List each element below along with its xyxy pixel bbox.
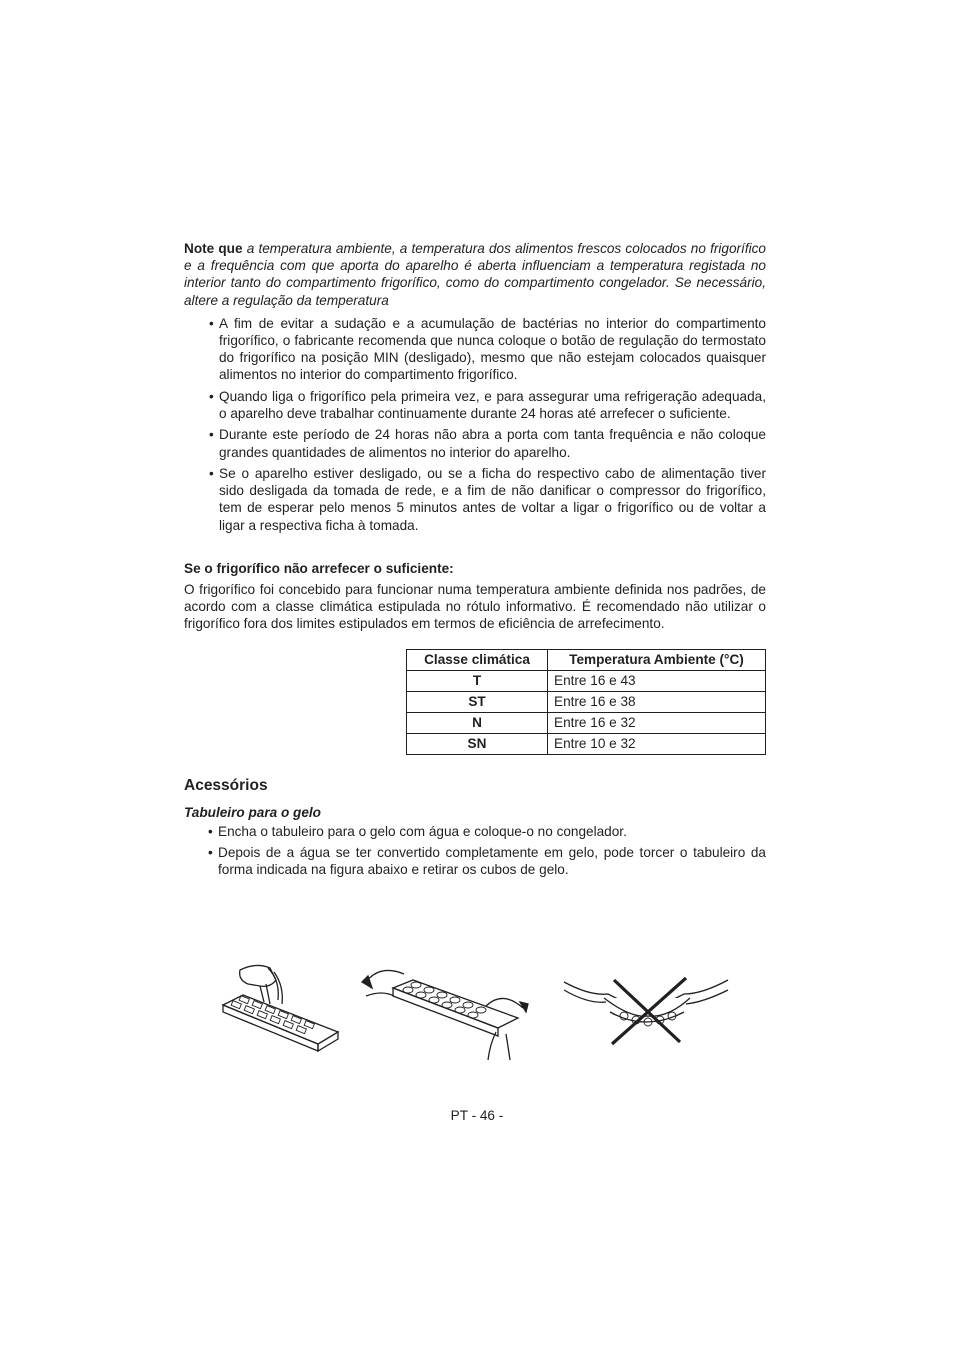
ice-tray-fill-illustration-icon bbox=[218, 960, 343, 1060]
temperature-range-cell: Entre 16 e 43 bbox=[548, 670, 766, 691]
climate-class-cell: ST bbox=[407, 691, 548, 712]
bullet-dot-icon: • bbox=[208, 845, 213, 861]
ice-tray-instructions bbox=[184, 823, 766, 879]
list-item: • Durante este período de 24 horas não abra a porta com tanta frequência e não coloque grandes quantidades de alimentos no interior do aparelho. bbox=[209, 427, 766, 460]
note-text: a temperatura ambiente, a temperatura dos alimentos frescos colocados no frigorífico e a frequência com que aporta do aparelho é aberta influenciam a temperatura registada no interior tanto do compartimento frigorífico, como do compartimento congelador. Se necessário, altere a regulação da temperatura bbox=[184, 241, 766, 308]
bullet-dot-icon: • bbox=[209, 388, 214, 404]
ice-tray-subheading: Tabuleiro para o gelo bbox=[184, 804, 321, 820]
list-item: • Encha o tabuleiro para o gelo com água e coloque-o no congelador. bbox=[208, 824, 627, 840]
page-number: PT - 46 - bbox=[450, 1108, 504, 1123]
list-item: • Depois de a água se ter convertido completamente em gelo, pode torcer o tabuleiro da forma indicada na figura abaixo e retirar os cubos de gelo. bbox=[208, 845, 766, 878]
table-row bbox=[407, 733, 766, 754]
list-item: • A fim de evitar a sudação e a acumulação de bactérias no interior do compartimento frigorífico, o fabricante recomenda que nunca coloque o botão de regulação do termostato do frigorífico na posição MIN (desligado), mesmo que não estejam colocados quaisquer alimentos no interior do compartimento frigorífico. bbox=[209, 315, 766, 383]
table-header-row bbox=[407, 649, 766, 670]
cooling-heading: Se o frigorífico não arrefecer o suficiente: bbox=[184, 560, 454, 576]
temperature-range-cell: Entre 10 e 32 bbox=[548, 733, 766, 754]
ice-tray-wrong-method-illustration-icon bbox=[560, 960, 735, 1050]
ice-tray-twist-illustration-icon bbox=[358, 960, 533, 1070]
ice-tray-figures bbox=[218, 960, 738, 1070]
page-content bbox=[184, 240, 766, 883]
climate-class-cell: N bbox=[407, 712, 548, 733]
list-item: • Se o aparelho estiver desligado, ou se a ficha do respectivo cabo de alimentação tiver sido desligada da tomada de rede, e a fim de não danificar o compressor do frigorífico, tem de esperar pelo menos 5 minutos antes de voltar a ligar o frigorífico ou de voltar a ligar a respectiva ficha à tomada. bbox=[209, 466, 766, 533]
bullet-dot-icon: • bbox=[208, 824, 213, 840]
climate-class-table bbox=[406, 649, 766, 755]
table-row bbox=[407, 691, 766, 712]
climate-class-cell: T bbox=[407, 670, 548, 691]
column-header-class: Classe climática bbox=[407, 649, 548, 670]
temperature-range-cell: Entre 16 e 38 bbox=[548, 691, 766, 712]
climate-class-cell: SN bbox=[407, 733, 548, 754]
temperature-range-cell: Entre 16 e 32 bbox=[548, 712, 766, 733]
list-item: • Quando liga o frigorífico pela primeira vez, e para assegurar uma refrigeração adequada, o aparelho deve trabalhar continuamente durante 24 horas até arrefecer o suficiente. bbox=[209, 388, 766, 422]
accessories-heading: Acessórios bbox=[184, 776, 268, 794]
note-lead: Note que bbox=[184, 241, 243, 256]
bullet-dot-icon: • bbox=[209, 466, 214, 481]
table-row bbox=[407, 712, 766, 733]
bullet-dot-icon: • bbox=[209, 315, 214, 331]
column-header-temperature: Temperatura Ambiente (°C) bbox=[548, 649, 766, 670]
bullet-dot-icon: • bbox=[209, 427, 214, 443]
table-row bbox=[407, 670, 766, 691]
recommendations-list bbox=[184, 315, 766, 534]
note-paragraph bbox=[184, 240, 766, 309]
cooling-paragraph: O frigorífico foi concebido para funcionar numa temperatura ambiente definida nos padrões, de acordo com a classe climática estipulada no rótulo informativo. É recomendado não utilizar o frigorífico fora dos limites estipulados em termos de eficiência de arrefecimento. bbox=[184, 582, 766, 632]
